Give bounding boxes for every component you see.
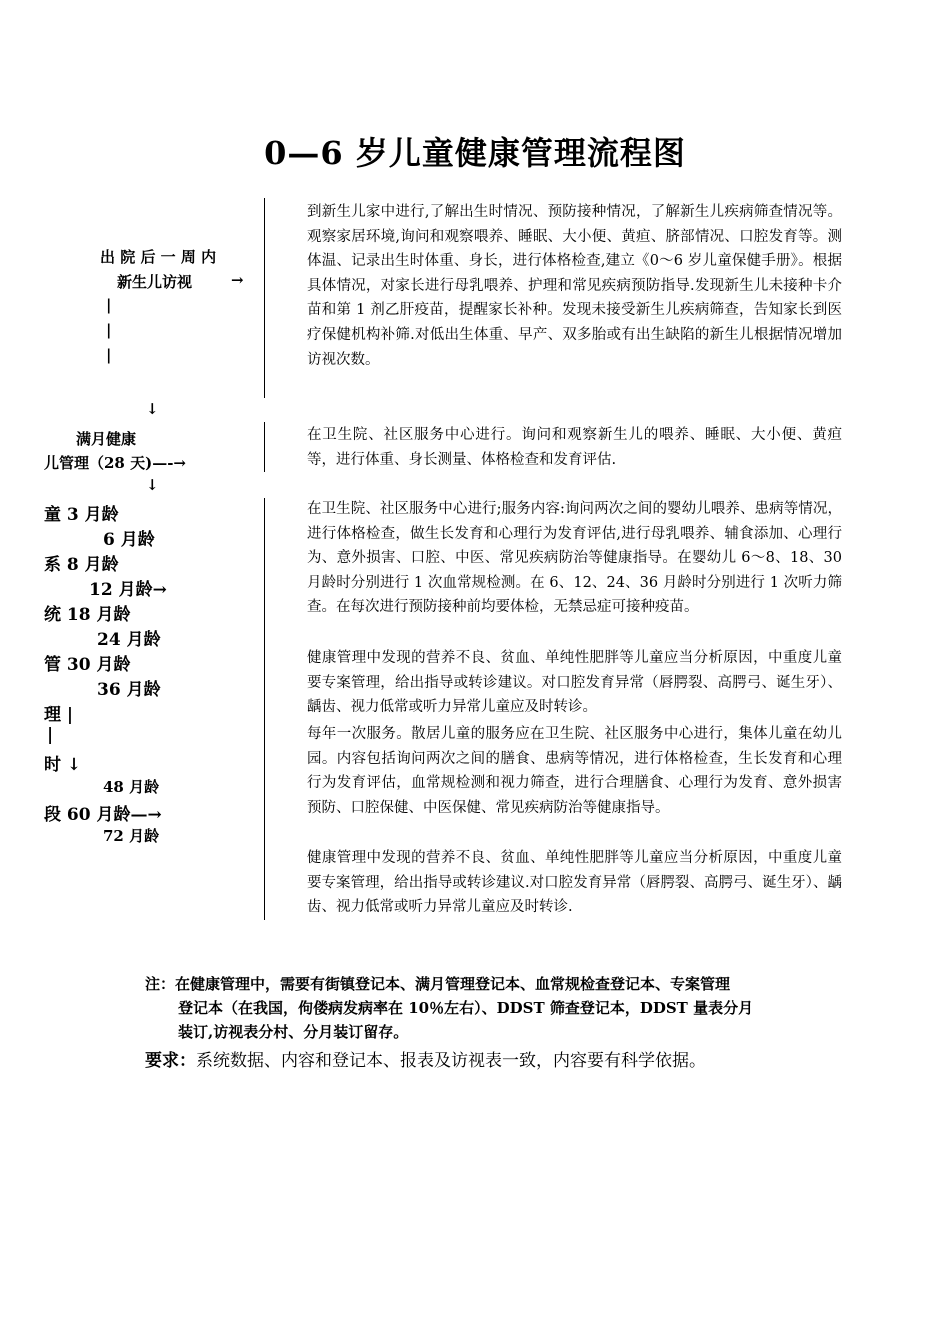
age-row-3m: 童 3 月龄 xyxy=(44,505,119,525)
age-row-shi: 时 ↓ xyxy=(44,755,82,775)
page-title: 0—6 岁儿童健康管理流程图 xyxy=(264,134,686,172)
age-row-12m: 12 月龄→ xyxy=(89,580,167,600)
requirement-label: 要求： xyxy=(145,1051,196,1071)
infant-management-description: 健康管理中发现的营养不良、贫血、单纯性肥胖等儿童应当分析原因，中重度儿童要专案管理，给出指导或转诊建议。对口腔发育异常（唇腭裂、高腭弓、诞生牙）、龋齿、视力低常或听力异常儿童应及时转诊。 xyxy=(307,650,842,716)
newborn-bar-2: | xyxy=(106,321,112,339)
divider-system xyxy=(264,498,265,920)
age-row-bar: | xyxy=(47,725,54,745)
age-row-60m: 段 60 月龄—→ xyxy=(44,805,162,825)
full-month-down-arrow: ↓ xyxy=(146,476,159,494)
age-row-24m: 24 月龄 xyxy=(97,630,161,650)
newborn-bar-3: | xyxy=(106,346,112,364)
age-row-18m: 统 18 月龄 xyxy=(44,605,131,625)
divider-full-month xyxy=(264,422,265,472)
divider-newborn xyxy=(264,198,265,398)
newborn-arrow: → xyxy=(231,271,244,289)
note-line-1: 注：在健康管理中，需要有街镇登记本、满月管理登记本、血常规检查登记本、专案管理 xyxy=(145,975,731,993)
preschool-management-description: 健康管理中发现的营养不良、贫血、单纯性肥胖等儿童应当分析原因，中重度儿童要专案管理，给出指导或转诊建议.对口腔发育异常（唇腭裂、高腭弓、诞生牙）、龋齿、视力低常或听力异常儿童应及时转诊. xyxy=(307,850,842,916)
newborn-label-line1: 出 院 后 一 周 内 xyxy=(100,248,217,266)
newborn-down-arrow: ↓ xyxy=(146,400,159,418)
age-row-30m: 管 30 月龄 xyxy=(44,655,131,675)
newborn-description: 到新生儿家中进行,了解出生时情况、预防接种情况，了解新生儿疾病筛查情况等。观察家居环境,询问和观察喂养、睡眠、大小便、黄疸、脐部情况、口腔发育等。测体温、记录出生时体重、身长，进行体格检查,建立《0～6 岁儿童保健手册》。根据具体情况，对家长进行母乳喂养、护理和常见疾病预防指导.发现新生儿未接种卡介苗和第 1 剂乙肝疫苗，提醒家长补种。发现未接受新生儿疾病筛查，告知家长到医疗保健机构补筛.对低出生体重、早产、双多胎或有出生缺陷的新生儿根据情况增加访视次数。 xyxy=(307,204,842,368)
newborn-bar-1: | xyxy=(106,296,112,314)
full-month-description: 在卫生院、社区服务中心进行。询问和观察新生儿的喂养、睡眠、大小便、黄疸等，进行体重、身长测量、体格检查和发育评估. xyxy=(307,427,842,468)
age-row-li: 理 | xyxy=(44,705,74,725)
requirement-text: 系统数据、内容和登记本、报表及访视表一致，内容要有科学依据。 xyxy=(196,1051,706,1071)
full-month-label-line1: 满月健康 xyxy=(76,430,137,448)
age-row-8m: 系 8 月龄 xyxy=(44,555,119,575)
note-line-3: 装订,访视表分村、分月装订留存。 xyxy=(178,1023,409,1041)
note xyxy=(145,972,825,1044)
note-line-2: 登记本（在我国，佝偻病发病率在 10％左右）、DDST 筛查登记本，DDST 量表分月 xyxy=(178,999,754,1017)
age-row-72m: 72 月龄 xyxy=(103,827,160,845)
newborn-label-line2: 新生儿访视 xyxy=(117,273,193,291)
age-row-36m: 36 月龄 xyxy=(97,680,161,700)
age-row-48m: 48 月龄 xyxy=(103,778,160,796)
preschool-service-description: 每年一次服务。散居儿童的服务应在卫生院、社区服务中心进行，集体儿童在幼儿园。内容包括询问两次之间的膳食、患病等情况，进行体格检查，生长发育和心理行为发育评估，血常规检测和视力筛查，进行合理膳食、心理行为发育、意外损害预防、口腔保健、中医保健、常见疾病防治等健康指导。 xyxy=(307,726,842,816)
full-month-label-line2: 儿管理（28 天)—-→ xyxy=(44,454,186,472)
infant-service-description: 在卫生院、社区服务中心进行;服务内容:询问两次之间的婴幼儿喂养、患病等情况，进行体格检查，做生长发育和心理行为发育评估,进行母乳喂养、辅食添加、心理行为、意外损害、口腔、中医、常见疾病防治等健康指导。在婴幼儿 6～8、18、30 月龄时分别进行 1 次血常规检测。在 6、12、24、36 月龄时分别进行 1 次听力筛查。在每次进行预防接种前均要体检，无禁忌症可接种疫苗。 xyxy=(307,501,842,616)
age-row-6m: 6 月龄 xyxy=(103,530,155,550)
requirement xyxy=(145,1046,706,1071)
